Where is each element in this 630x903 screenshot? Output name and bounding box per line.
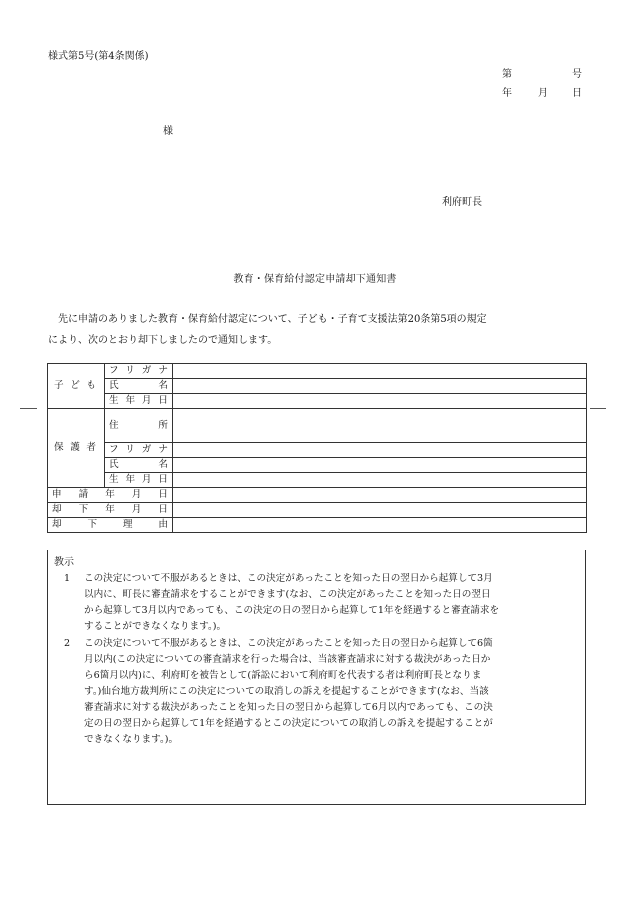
child-group-label: 子ども bbox=[48, 364, 105, 409]
child-name-label: 氏名 bbox=[105, 379, 173, 394]
child-furigana-label: フリガナ bbox=[105, 364, 173, 379]
notice-line: この決定について不服があるときは、この決定があったことを知った日の翌日から起算して3月 bbox=[84, 573, 493, 584]
notice-line: す。)仙台地方裁判所にこの決定についての取消しの訴えを提起することができます(なお、当該 bbox=[84, 686, 489, 697]
body-line: 先に申請のありました教育・保育給付認定について、子ども・子育て支援法第20条第5項の規定 bbox=[58, 314, 487, 325]
guardian-birthdate-field[interactable] bbox=[173, 473, 587, 488]
notice-item-number: 2 bbox=[64, 638, 71, 649]
document-title: 教育・保育給付認定申請却下通知書 bbox=[233, 274, 397, 285]
application-date-label: 申請年月日 bbox=[48, 488, 173, 503]
guardian-furigana-field[interactable] bbox=[173, 443, 587, 458]
guardian-name-label: 氏名 bbox=[105, 458, 173, 473]
date-year-label: 年 bbox=[502, 88, 512, 99]
guardian-group-label: 保護者 bbox=[48, 409, 105, 488]
application-info-table bbox=[47, 363, 587, 533]
addressee-suffix: 様 bbox=[163, 126, 173, 137]
notice-line: 審査請求に対する裁決があったことを知った日の翌日から起算して6月以内であっても、この決 bbox=[84, 702, 493, 713]
guardian-name-field[interactable] bbox=[173, 458, 587, 473]
notice-heading: 教示 bbox=[54, 557, 74, 568]
notice-line: 定の日の翌日から起算して1年を経過するとこの決定についての取消しの訴えを提起することが bbox=[84, 718, 493, 729]
issuer-name: 利府町長 bbox=[442, 197, 482, 208]
application-date-field[interactable] bbox=[173, 488, 587, 503]
date-day-label: 日 bbox=[572, 88, 582, 99]
appeal-notice-box bbox=[47, 550, 586, 805]
child-birthdate-field[interactable] bbox=[173, 394, 587, 409]
rejection-date-label: 却下年月日 bbox=[48, 503, 173, 518]
document-number-suffix: 号 bbox=[572, 69, 582, 80]
notice-line: できなくなります。)。 bbox=[84, 734, 179, 745]
document-number-prefix: 第 bbox=[502, 69, 512, 80]
body-text bbox=[48, 309, 588, 351]
guardian-birthdate-label: 生年月日 bbox=[105, 473, 173, 488]
guardian-address-label: 住所 bbox=[105, 409, 173, 443]
child-name-field[interactable] bbox=[173, 379, 587, 394]
child-birthdate-label: 生年月日 bbox=[105, 394, 173, 409]
rejection-date-field[interactable] bbox=[173, 503, 587, 518]
rejection-reason-label: 却下理由 bbox=[48, 518, 173, 533]
notice-line: することができなくなります。)。 bbox=[84, 621, 227, 632]
right-margin-mark bbox=[590, 408, 606, 409]
notice-line: この決定について不服があるときは、この決定があったことを知った日の翌日から起算して6箇 bbox=[84, 638, 493, 649]
rejection-reason-field[interactable] bbox=[173, 518, 587, 533]
child-furigana-field[interactable] bbox=[173, 364, 587, 379]
notice-item-number: 1 bbox=[64, 573, 71, 584]
form-number: 様式第5号(第4条関係) bbox=[48, 51, 149, 62]
left-margin-mark bbox=[20, 408, 37, 409]
notice-line: 以内に、町長に審査請求をすることができます(なお、この決定があったことを知った日の翌日 bbox=[84, 589, 491, 600]
notice-line: 月以内(この決定についての審査請求を行った場合は、当該審査請求に対する裁決があった日か bbox=[84, 654, 491, 665]
notice-line: から起算して3月以内であっても、この決定の日の翌日から起算して1年を経過すると審査請求を bbox=[84, 605, 500, 616]
date-month-label: 月 bbox=[538, 88, 548, 99]
guardian-address-field[interactable] bbox=[173, 409, 587, 443]
notice-line: ら6箇月以内)に、利府町を被告として(訴訟において利府町を代表する者は利府町長となりま bbox=[84, 670, 482, 681]
guardian-furigana-label: フリガナ bbox=[105, 443, 173, 458]
body-line: により、次のとおり却下しましたので通知します。 bbox=[48, 335, 278, 346]
